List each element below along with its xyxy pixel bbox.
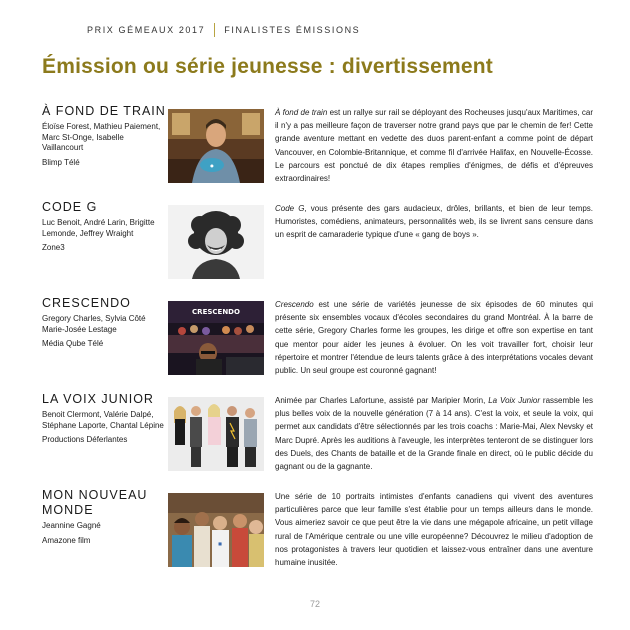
desc-intro: Animée par Charles Lafortune, assisté par Maripier Morin,: [275, 396, 489, 405]
header-event-name: PRIX GÉMEAUX 2017: [87, 25, 206, 35]
finalist-entry: [42, 392, 592, 482]
show-photo: [168, 205, 264, 279]
running-header: [87, 21, 360, 39]
header-section-name: FINALISTES ÉMISSIONS: [224, 25, 361, 35]
credited-people: Éloïse Forest, Mathieu Paiement, Marc St-Onge, Isabelle Vaillancourt: [42, 122, 161, 152]
show-photo: [168, 397, 264, 471]
production-company: Blimp Télé: [42, 157, 80, 167]
desc-text: est un rallye sur rail se déployant des Rocheuses jusqu'aux Maritimes, car il n'y a pas meilleure façon de traverser notre grand pays que par le chemin de fer! Cette grande aventure mettant en vedette des duos parent-enfant a comme point de départ Vancouver, en Colombie-Britannique, et comme fil d'arrivée Halifax, en Nouvelle-Écosse. Le parcours est ponctué de dix étapes remplies d'énigmes, de défis et d'épreuves extraordinaires!: [275, 108, 593, 184]
production-company: Média Qube Télé: [42, 339, 104, 348]
curly-hair-portrait-photo: [168, 205, 264, 279]
desc-show-title: À fond de train: [275, 108, 328, 117]
show-photo: [168, 301, 264, 375]
show-name: LA VOIX JUNIOR: [42, 392, 154, 406]
entry-credits: [42, 104, 166, 168]
desc-show-title: La Voix Junior: [488, 396, 541, 405]
svg-text:●: ●: [210, 163, 214, 168]
show-name: MON NOUVEAU MONDE: [42, 488, 148, 517]
desc-show-title: Crescendo: [275, 300, 314, 309]
image-stage-sign: CRESCENDO: [192, 308, 240, 316]
host-on-train-photo: [168, 109, 264, 183]
credited-people: Gregory Charles, Sylvia Côté Marie-Josée Lestage: [42, 314, 146, 334]
children-group-photo: [168, 493, 264, 567]
entry-credits: [42, 200, 166, 254]
credited-people: Jeannine Gagné: [42, 521, 101, 530]
entry-credits: [42, 296, 166, 350]
production-company: Amazone film: [42, 535, 91, 545]
show-name: À FOND DE TRAIN: [42, 104, 166, 118]
finalist-entry: [42, 104, 592, 194]
show-photo: [168, 493, 264, 567]
desc-text: Une série de 10 portraits intimistes d'enfants canadiens qui vivent des aventures particulières parce que leur famille s'est établie pour un temps ailleurs dans le monde. Vous aimeriez savoir ce que peut être la vie dans une mégapole africaine, un petit village rural de l'Amérique centrale ou une ville européenne? Découvrez le milieu d'adoption de nos protagonistes à travers leur quotidien et laissez-vous entraîner dans une aventure humaine inusitée.: [275, 492, 593, 568]
production-company: Zone3: [42, 243, 65, 252]
stage-group-photo: [168, 301, 264, 375]
header-divider: [214, 23, 215, 37]
credited-people: Luc Benoit, André Larin, Brigitte Lemonde, Jeffrey Wraight: [42, 218, 155, 238]
show-description: [275, 298, 593, 377]
credited-people: Benoit Clermont, Valérie Dalpé, Stéphane Laporte, Chantal Lépine: [42, 410, 164, 430]
production-company: Productions Déferlantes: [42, 435, 128, 444]
entry-credits: [42, 488, 166, 546]
show-name: CODE G: [42, 200, 98, 214]
finalist-entry: [42, 488, 592, 578]
svg-text:■: ■: [218, 541, 222, 546]
show-description: [275, 490, 593, 569]
desc-text: est une série de variétés jeunesse de six épisodes de 60 minutes qui présente six ensembles vocaux d'écoles secondaires du grand Montréal. À la barre de cette série, Gregory Charles forme les groupes, les dirige et offre son expertise en tant que mentor pour aider les jeunes à évoluer. On les voit travailler fort, choisir leur répertoire et montrer l'étendue de leurs talents grâce à des interprétations vocales devant public. Un seul groupe est couronné gagnant!: [275, 300, 593, 376]
finalist-entry: [42, 200, 592, 290]
desc-show-title: Code G: [275, 204, 305, 213]
show-description: [275, 394, 593, 473]
desc-text: rassemble les plus belles voix de la nouvelle génération (7 à 14 ans). C'est la voix, et seule la voix, qui permet aux candidats d'être sélectionnés par les trois coachs : Marie-Mai, Alex Nevsky et Marc Dupré. Après les auditions à l'aveugle, les interprètes tenteront de se distinguer lors des Duels, des Chants de bataille et de la Grande finale en direct, où le public décide du gagnant ou de la gagnante.: [275, 396, 593, 472]
page-number: 72: [309, 599, 320, 609]
show-description: [275, 202, 593, 242]
entry-credits: [42, 392, 166, 446]
finalist-entry: [42, 296, 592, 386]
coaches-group-photo: [168, 397, 264, 471]
show-photo: [168, 109, 264, 183]
category-title: Émission ou série jeunesse : divertissement: [42, 55, 493, 78]
desc-text: , vous présente des gars audacieux, drôles, brillants, et bien de leur temps. Humoristes, comédiens, animateurs, personnalités web, ils se livrent sans censure dans un esprit de camaraderie typique d'une « gang de boys ».: [275, 204, 593, 240]
show-description: [275, 106, 593, 185]
show-name: CRESCENDO: [42, 296, 131, 310]
